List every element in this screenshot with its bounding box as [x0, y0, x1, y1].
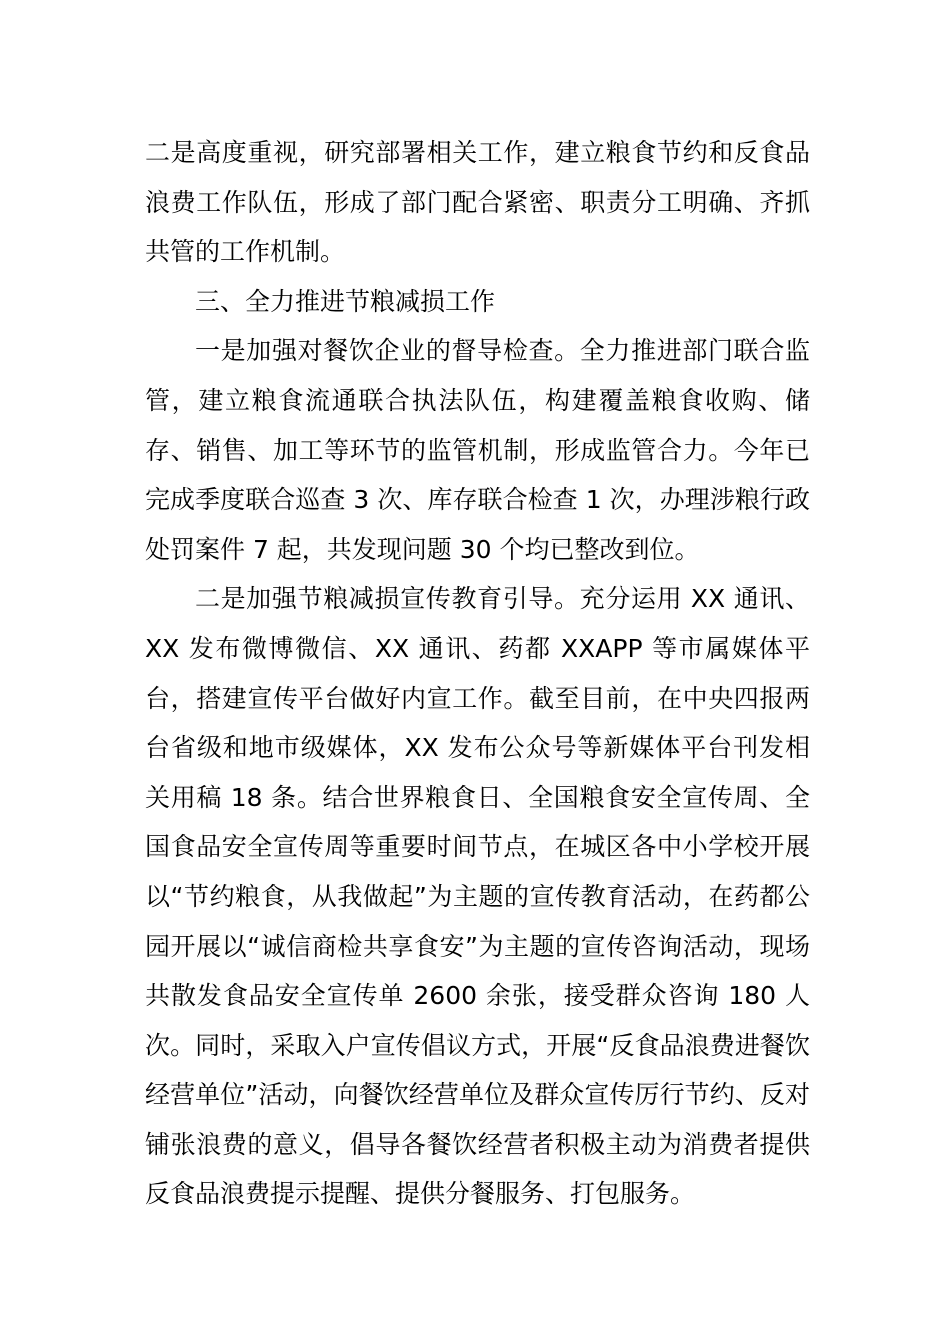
- paragraph-work-mechanism: 二是高度重视，研究部署相关工作，建立粮食节约和反食品浪费工作队伍，形成了部门配合紧密、职责分工明确、齐抓共管的工作机制。: [145, 138, 810, 267]
- paragraph-catering-inspection: 一是加强对餐饮企业的督导检查。全力推进部门联合监管，建立粮食流通联合执法队伍，构建覆盖粮食收购、储存、销售、加工等环节的监管机制，形成监管合力。今年已完成季度联合巡查 3 次、库存联合检查 1 次，办理涉粮行政处罚案件 7 起，共发现问题 30 个均已整改到位。: [145, 336, 810, 564]
- document-body: [145, 128, 810, 1219]
- section-heading-grain-saving: 三、全力推进节粮减损工作: [195, 286, 496, 316]
- paragraph-publicity-education: 二是加强节粮减损宣传教育引导。充分运用 XX 通讯、XX 发布微博微信、XX 通讯、药都 XXAPP 等市属媒体平台，搭建宣传平台做好内宣工作。截至目前，在中央四报两台省级和地市级媒体，XX 发布公众号等新媒体平台刊发相关用稿 18 条。结合世界粮食日、全国粮食安全宣传周、全国食品安全宣传周等重要时间节点，在城区各中小学校开展以“节约粮食，从我做起”为主题的宣传教育活动，在药都公园开展以“诚信商检共享食安”为主题的宣传咨询活动，现场共散发食品安全宣传单 2600 余张，接受群众咨询 180 人次。同时，采取入户宣传倡议方式，开展“反食品浪费进餐饮经营单位”活动，向餐饮经营单位及群众宣传厉行节约、反对铺张浪费的意义，倡导各餐饮经营者积极主动为消费者提供反食品浪费提示提醒、提供分餐服务、打包服务。: [145, 584, 810, 1209]
